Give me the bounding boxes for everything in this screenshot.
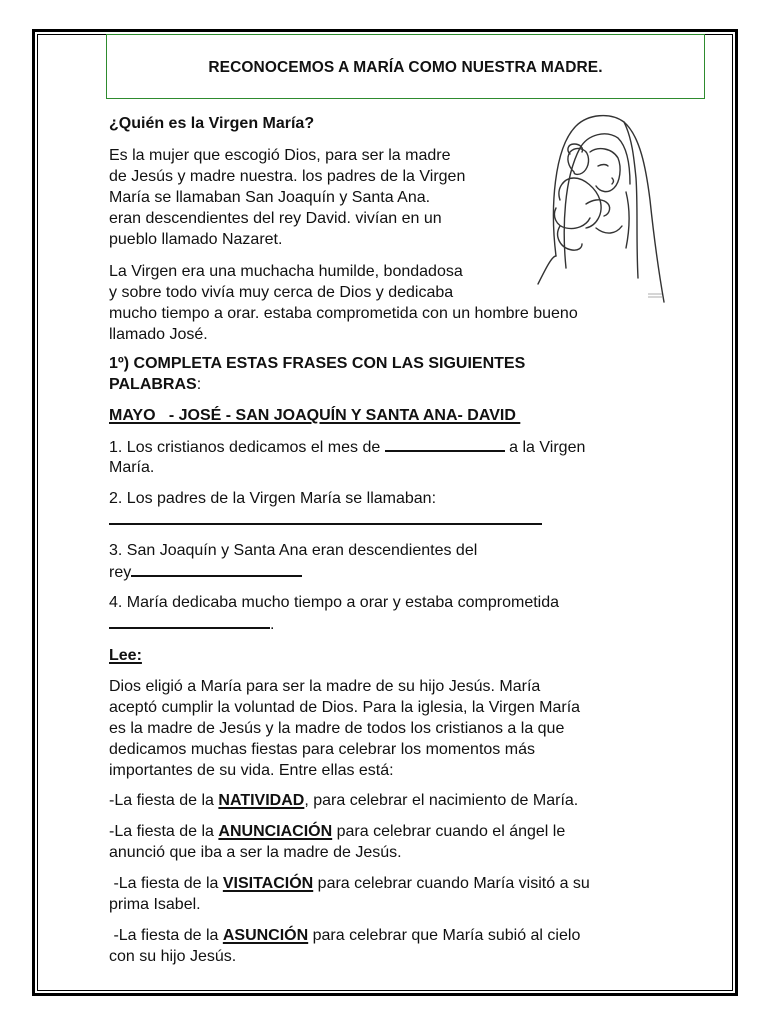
feast-asuncion bbox=[109, 925, 580, 946]
intro-line: de Jesús y madre nuestra. los padres de la Virgen bbox=[109, 168, 466, 185]
feast-suffix: , para celebrar el nacimiento de María. bbox=[304, 792, 579, 809]
read-heading: Lee: bbox=[109, 647, 142, 664]
feast-asuncion-cont: con su hijo Jesús. bbox=[109, 948, 237, 965]
intro-line: Es la mujer que escogió Dios, para ser la madre bbox=[109, 147, 451, 164]
page-title: RECONOCEMOS A MARÍA COMO NUESTRA MADRE. bbox=[208, 59, 603, 76]
exercise-heading-line2 bbox=[109, 374, 201, 395]
feast-visitacion-cont: prima Isabel. bbox=[109, 896, 201, 913]
read-line: Dios eligió a María para ser la madre de su hijo Jesús. María bbox=[109, 678, 541, 695]
paragraph-line: La Virgen era una muchacha humilde, bondadosa bbox=[109, 263, 463, 280]
intro-line: pueblo llamado Nazaret. bbox=[109, 231, 283, 248]
feast-keyword: NATIVIDAD bbox=[218, 792, 305, 809]
feast-prefix: -La fiesta de la bbox=[109, 875, 223, 892]
feast-natividad bbox=[109, 790, 578, 811]
question-2-text: 2. Los padres de la Virgen María se llamaban: bbox=[109, 490, 437, 507]
read-line: es la madre de Jesús y la madre de todos los cristianos a la que bbox=[109, 720, 565, 737]
answer-blank-2-line bbox=[109, 509, 542, 531]
answer-blank-3[interactable] bbox=[131, 561, 302, 577]
answer-blank-1[interactable] bbox=[385, 436, 505, 452]
exercise-heading-line1: 1º) COMPLETA ESTAS FRASES CON LAS SIGUIENTES bbox=[109, 355, 526, 372]
feast-suffix: para celebrar cuando el ángel le bbox=[332, 823, 566, 840]
question-1-text: 1. Los cristianos dedicamos el mes de bbox=[109, 439, 381, 456]
answer-blank-4[interactable] bbox=[109, 613, 270, 629]
question-1-text-after: a la Virgen bbox=[509, 439, 586, 456]
feast-visitacion bbox=[109, 873, 590, 894]
virgin-mary-with-child-icon bbox=[526, 108, 668, 304]
question-heading: ¿Quién es la Virgen María? bbox=[109, 115, 315, 132]
question-1-line bbox=[109, 436, 585, 458]
question-4-text: 4. María dedicaba mucho tiempo a orar y estaba comprometida bbox=[109, 594, 560, 611]
intro-line: eran descendientes del rey David. vivían en un bbox=[109, 210, 442, 227]
read-line: importantes de su vida. Entre ellas está: bbox=[109, 762, 394, 779]
paragraph-line: mucho tiempo a orar. estaba comprometida con un hombre bueno bbox=[109, 305, 578, 322]
exercise-heading-colon: : bbox=[196, 376, 202, 393]
exercise-heading-label: PALABRAS bbox=[109, 376, 197, 393]
question-4-period: . bbox=[270, 616, 275, 633]
word-bank: MAYO - JOSÉ - SAN JOAQUÍN Y SANTA ANA- DAVID bbox=[109, 407, 521, 424]
answer-blank-2[interactable] bbox=[109, 509, 542, 525]
feast-prefix: -La fiesta de la bbox=[109, 823, 219, 840]
read-line: dedicamos muchas fiestas para celebrar los momentos más bbox=[109, 741, 535, 758]
feast-keyword: ASUNCIÓN bbox=[222, 927, 309, 944]
feast-suffix: para celebrar que María subió al cielo bbox=[308, 927, 581, 944]
question-1-cont: María. bbox=[109, 459, 155, 476]
question-3-text: 3. San Joaquín y Santa Ana eran descendientes del bbox=[109, 542, 478, 559]
feast-keyword: VISITACIÓN bbox=[222, 875, 314, 892]
paragraph-line: llamado José. bbox=[109, 326, 208, 343]
feast-prefix: -La fiesta de la bbox=[109, 927, 223, 944]
paragraph-line: y sobre todo vivía muy cerca de Dios y dedicaba bbox=[109, 284, 454, 301]
question-3-cont bbox=[109, 561, 302, 583]
intro-line: María se llamaban San Joaquín y Santa Ana. bbox=[109, 189, 431, 206]
feast-anunciacion bbox=[109, 821, 565, 842]
feast-keyword: ANUNCIACIÓN bbox=[218, 823, 333, 840]
feast-suffix: para celebrar cuando María visitó a su bbox=[313, 875, 590, 892]
answer-blank-4-line bbox=[109, 613, 274, 635]
read-line: aceptó cumplir la voluntad de Dios. Para la iglesia, la Virgen María bbox=[109, 699, 581, 716]
feast-prefix: -La fiesta de la bbox=[109, 792, 219, 809]
question-3-text-rey: rey bbox=[109, 564, 132, 581]
feast-anunciacion-cont: anunció que iba a ser la madre de Jesús. bbox=[109, 844, 402, 861]
